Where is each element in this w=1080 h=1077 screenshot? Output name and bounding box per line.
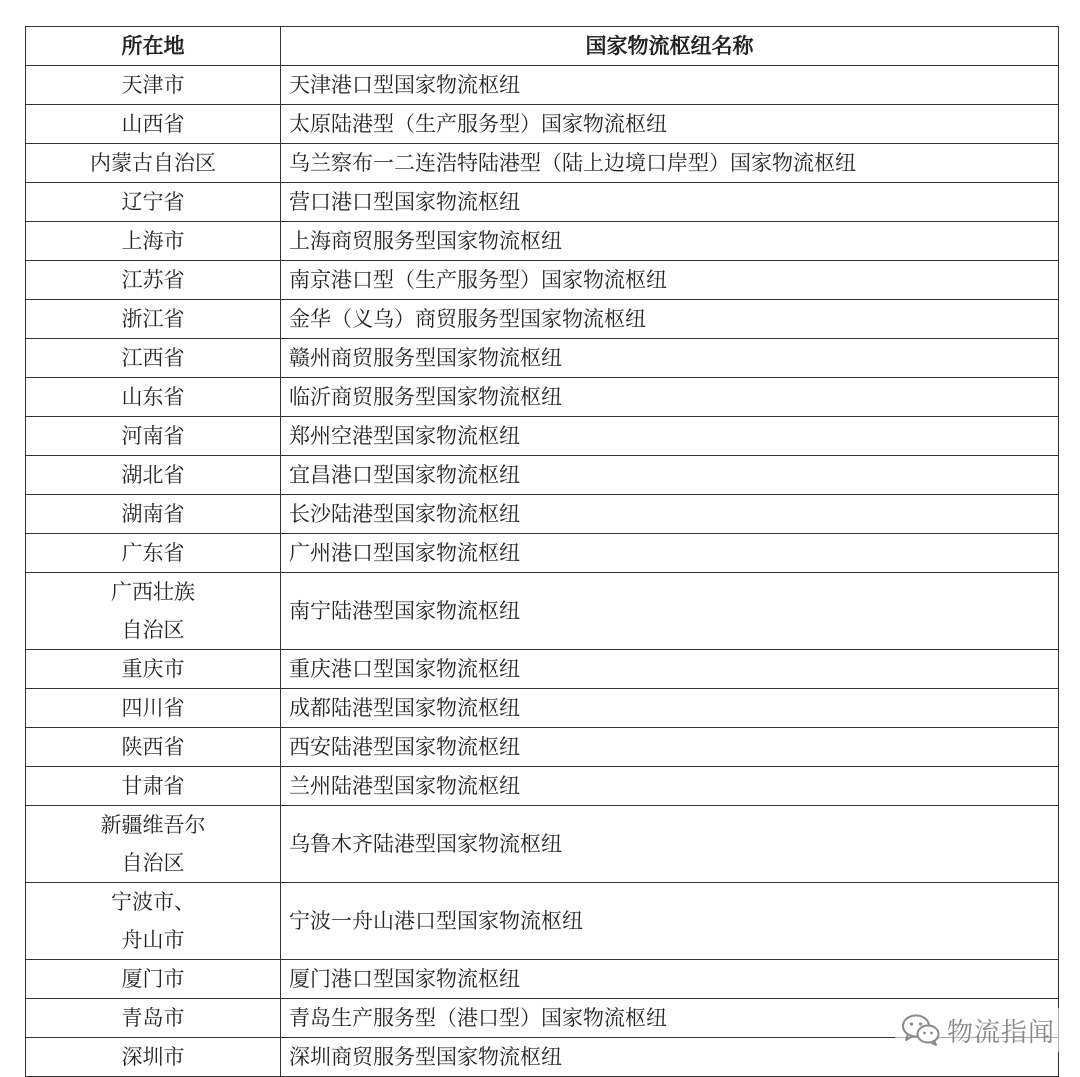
hub-name-cell: 上海商贸服务型国家物流枢纽 [281,222,1059,261]
table-row [26,378,1059,417]
location-text: 江西省 [121,346,185,370]
table-row [26,456,1059,495]
hub-name-cell: 成都陆港型国家物流枢纽 [281,689,1059,728]
location-cell [26,144,281,183]
location-text: 舟山市 [121,928,185,952]
location-cell [26,806,281,883]
location-text: 重庆市 [121,657,185,681]
wechat-icon [901,1013,941,1047]
logistics-hub-table [25,26,1059,1077]
location-cell [26,222,281,261]
location-text: 天津市 [121,73,185,97]
table-row [26,495,1059,534]
location-text: 深圳市 [121,1045,185,1069]
location-text: 新疆维吾尔 [100,813,206,837]
location-cell [26,1038,281,1077]
hub-name-cell: 厦门港口型国家物流枢纽 [281,960,1059,999]
hub-name-cell: 广州港口型国家物流枢纽 [281,534,1059,573]
hub-name-cell: 临沂商贸服务型国家物流枢纽 [281,378,1059,417]
hub-name-cell: 营口港口型国家物流枢纽 [281,183,1059,222]
location-text: 青岛市 [121,1006,185,1030]
table-row [26,222,1059,261]
table-row [26,573,1059,650]
location-text: 山西省 [121,112,185,136]
location-cell [26,66,281,105]
location-cell [26,261,281,300]
location-cell [26,883,281,960]
location-text: 江苏省 [121,268,185,292]
hub-name-cell: 青岛生产服务型（港口型）国家物流枢纽 [281,999,1059,1038]
table-row [26,66,1059,105]
hub-name-cell: 西安陆港型国家物流枢纽 [281,728,1059,767]
table-body [26,66,1059,1077]
hub-name-cell: 金华（义乌）商贸服务型国家物流枢纽 [281,300,1059,339]
hub-name-cell: 郑州空港型国家物流枢纽 [281,417,1059,456]
table-row [26,689,1059,728]
hub-name-cell: 宜昌港口型国家物流枢纽 [281,456,1059,495]
hub-name-cell: 兰州陆港型国家物流枢纽 [281,767,1059,806]
location-text: 自治区 [121,851,185,875]
table-row [26,650,1059,689]
location-text: 广东省 [121,541,185,565]
watermark-text: 物流指闻 [947,1017,1056,1048]
location-cell [26,960,281,999]
table-header-row [26,27,1059,66]
table-row [26,960,1059,999]
location-cell [26,728,281,767]
location-text: 浙江省 [121,307,185,331]
watermark [895,1008,1061,1052]
location-text: 辽宁省 [121,190,185,214]
location-cell [26,378,281,417]
location-cell [26,650,281,689]
hub-name-cell: 乌鲁木齐陆港型国家物流枢纽 [281,806,1059,883]
location-cell [26,495,281,534]
table-row [26,767,1059,806]
hub-name-cell: 南京港口型（生产服务型）国家物流枢纽 [281,261,1059,300]
table-row [26,300,1059,339]
location-cell [26,105,281,144]
location-text: 上海市 [121,229,185,253]
location-cell [26,339,281,378]
location-text: 自治区 [121,618,185,642]
hub-name-cell: 太原陆港型（生产服务型）国家物流枢纽 [281,105,1059,144]
location-cell [26,573,281,650]
location-text: 陕西省 [121,735,185,759]
hub-name-cell: 天津港口型国家物流枢纽 [281,66,1059,105]
hub-name-cell: 宁波一舟山港口型国家物流枢纽 [281,883,1059,960]
table-row [26,261,1059,300]
table-row [26,339,1059,378]
location-cell [26,183,281,222]
location-text: 内蒙古自治区 [90,151,216,175]
hub-name-cell: 深圳商贸服务型国家物流枢纽 [281,1038,1059,1077]
location-cell [26,417,281,456]
location-cell [26,999,281,1038]
table-row [26,105,1059,144]
column-header-location: 所在地 [26,27,281,66]
location-cell [26,689,281,728]
location-text: 湖北省 [121,463,185,487]
table-row [26,534,1059,573]
table-row [26,883,1059,960]
location-text: 甘肃省 [121,774,185,798]
hub-name-cell: 重庆港口型国家物流枢纽 [281,650,1059,689]
table-row [26,144,1059,183]
column-header-hub-name: 国家物流枢纽名称 [281,27,1059,66]
hub-name-cell: 乌兰察布一二连浩特陆港型（陆上边境口岸型）国家物流枢纽 [281,144,1059,183]
location-text: 河南省 [121,424,185,448]
location-text: 湖南省 [121,502,185,526]
location-text: 广西壮族 [111,580,195,604]
location-cell [26,767,281,806]
hub-name-cell: 长沙陆港型国家物流枢纽 [281,495,1059,534]
location-text: 厦门市 [121,967,185,991]
location-text: 四川省 [121,696,185,720]
table-row [26,806,1059,883]
hub-name-cell: 赣州商贸服务型国家物流枢纽 [281,339,1059,378]
location-cell [26,300,281,339]
location-cell [26,534,281,573]
table-row [26,183,1059,222]
table-row [26,728,1059,767]
location-cell [26,456,281,495]
table-row [26,417,1059,456]
hub-name-cell: 南宁陆港型国家物流枢纽 [281,573,1059,650]
location-text: 山东省 [121,385,185,409]
location-text: 宁波市、 [111,890,195,914]
